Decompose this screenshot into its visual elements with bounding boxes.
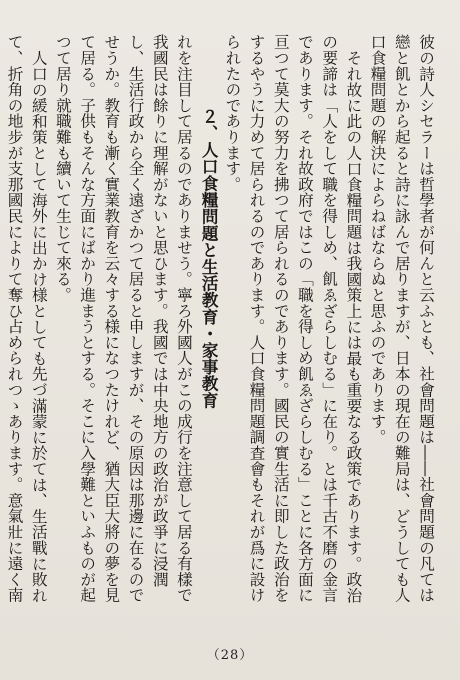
section-heading: ２、人口食糧問題と生活教育・家事教育 (199, 108, 219, 409)
page-number: （28） (206, 648, 254, 663)
vertical-text-body (5, 34, 438, 608)
paragraph-3: れを注目して居るのでありませう。寧ろ外國人がこの成行を注意して居る有樣で我國民は餘りに理解がないと思ひます。我國では中央地方の政治が政爭に浸潤し、生活行政から全く遠ざかつて居ると申しますが、その原因は那邊に在るのでせうか。教育も漸く實業教育を云々する様になつたけれど、猶大臣大將の夢を見て居る。子供もそんな方面にばかり進まうとする。そこに入學難といふものが起つて居り就職難も續いて生じて來る。 (53, 34, 193, 603)
paragraph-2: それ故に此の人口食糧問題は我國策上には最も重要なる政策であります。政治の要諦は「人をして職を得しめ、飢ゑざらしむる」に在り。とは千古不磨の金言であります。それ故政府ではこの「職を得しめ飢ゑざらしむる」ことに各方面に亘つて莫大の努力を拂つて居られるのであります。國民の實生活に即した政治をするやうに力めて居られるのであります。人口食糧問題調査會もそれが爲に設けられたのであります。 (223, 34, 363, 603)
paragraph-4: 人口の緩和策として海外に出かけ様としても先づ滿蒙に於ては、生活戰に敗れて、折角の地步が支那國民によりて奪ひ占められつゝあります。意氣壯に遠く南 (5, 34, 48, 603)
paragraph-1: 彼の詩人シセラーは哲學者が何んと云ふとも、社會問題は――社會問題の凡ては戀と飢とから起ると詩に詠んで居りますが、日本の現在の難局は、どうしても人口食糧問題の解決によらねばならぬと思ふのであります。 (368, 34, 435, 603)
